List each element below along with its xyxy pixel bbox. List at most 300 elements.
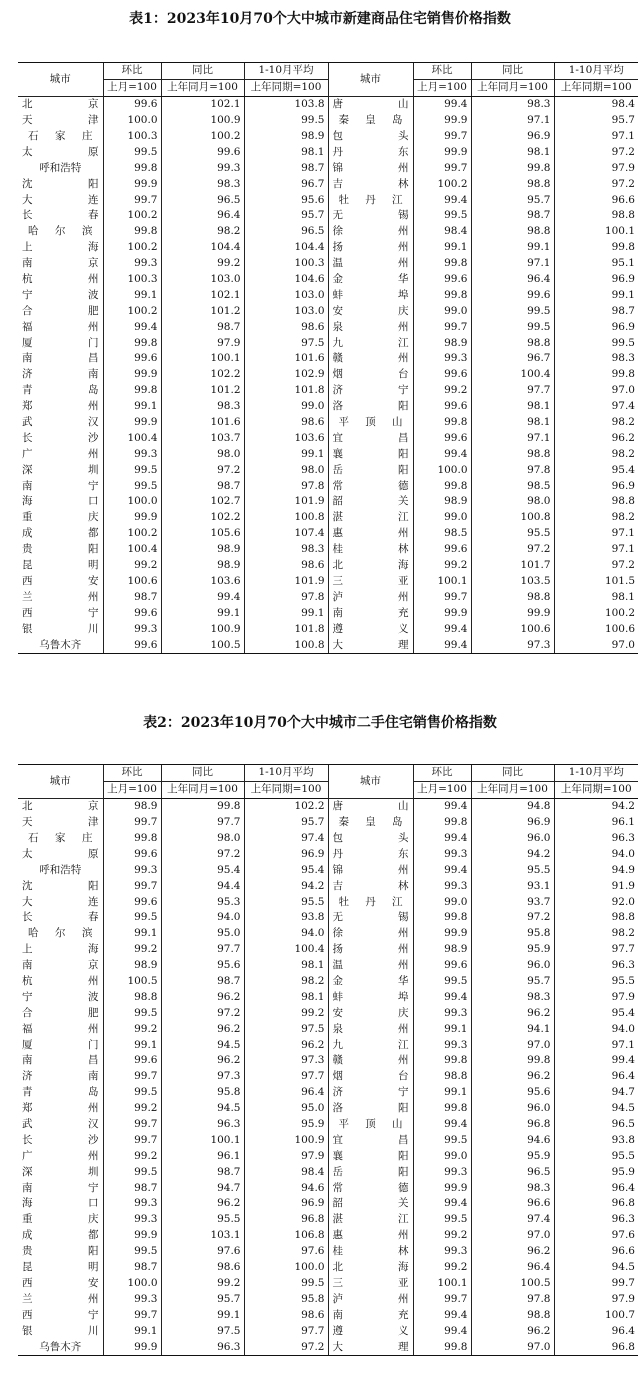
index-value-cell: 94.6: [471, 1132, 554, 1148]
index-value-cell: 98.7: [161, 319, 244, 335]
city-name: 南 京: [22, 257, 99, 270]
city-name: 无 锡: [332, 209, 409, 222]
city-name-cell: [328, 942, 413, 958]
index-value-cell: 94.7: [161, 1180, 244, 1196]
index-value-cell: 99.7: [103, 878, 161, 894]
index-value-cell: 96.4: [554, 1323, 638, 1339]
table-row: [18, 989, 638, 1005]
index-value-cell: 99.9: [471, 605, 554, 621]
index-value-cell: 98.1: [244, 958, 328, 974]
index-value-cell: 94.2: [244, 878, 328, 894]
city-name-cell: [18, 526, 103, 542]
city-name: 平 顶 山: [338, 1118, 403, 1131]
city-name-cell: [18, 303, 103, 319]
index-value-cell: 97.0: [554, 383, 638, 399]
city-name: 南 昌: [22, 1054, 99, 1067]
index-value-cell: 99.8: [413, 1339, 471, 1355]
index-value-cell: 99.8: [103, 160, 161, 176]
city-name: 蚌 埠: [332, 990, 409, 1003]
city-name-cell: [18, 1021, 103, 1037]
city-name: 扬 州: [332, 943, 409, 956]
index-value-cell: 99.1: [413, 240, 471, 256]
index-value-cell: 96.2: [161, 1021, 244, 1037]
index-value-cell: 100.8: [244, 510, 328, 526]
city-name: 郑 州: [22, 400, 99, 413]
table-row: [18, 1148, 638, 1164]
city-name: 烟 台: [332, 1070, 409, 1083]
city-name: 泉 州: [332, 1022, 409, 1035]
index-value-cell: 96.6: [471, 1196, 554, 1212]
table-row: [18, 399, 638, 415]
index-value-cell: 99.8: [103, 383, 161, 399]
city-name: 大 连: [22, 895, 99, 908]
index-value-cell: 97.5: [244, 335, 328, 351]
city-name: 岳 阳: [332, 1165, 409, 1178]
city-name-cell: [18, 846, 103, 862]
table-row: [18, 430, 638, 446]
index-value-cell: 98.8: [413, 1069, 471, 1085]
table-row: [18, 1037, 638, 1053]
index-value-cell: 99.8: [413, 415, 471, 431]
index-value-cell: 100.8: [471, 510, 554, 526]
index-value-cell: 96.4: [244, 1085, 328, 1101]
index-value-cell: 95.7: [554, 113, 638, 129]
city-name-cell: [18, 462, 103, 478]
index-value-cell: 96.0: [471, 958, 554, 974]
city-name: 贵 阳: [22, 543, 99, 556]
index-value-cell: 94.8: [471, 798, 554, 814]
table-row: [18, 942, 638, 958]
index-value-cell: 99.4: [413, 96, 471, 112]
index-value-cell: 103.1: [161, 1228, 244, 1244]
index-value-cell: 99.3: [413, 1005, 471, 1021]
index-value-cell: 99.3: [161, 160, 244, 176]
city-name-cell: [18, 815, 103, 831]
index-value-cell: 98.3: [244, 542, 328, 558]
index-value-cell: 104.4: [244, 240, 328, 256]
table-row: [18, 510, 638, 526]
city-name-cell: [18, 1276, 103, 1292]
index-value-cell: 95.0: [161, 926, 244, 942]
city-name: 呼和浩特: [39, 161, 82, 174]
header-yoy: 同比: [471, 63, 554, 80]
index-value-cell: 96.1: [161, 1148, 244, 1164]
city-name: 宜 昌: [332, 1133, 409, 1146]
index-value-cell: 99.4: [413, 637, 471, 653]
index-value-cell: 98.9: [413, 335, 471, 351]
index-value-cell: 97.0: [471, 1339, 554, 1355]
index-value-cell: 98.6: [244, 558, 328, 574]
city-name-cell: [18, 415, 103, 431]
header-ytd-base: 上年同期=100: [244, 79, 328, 96]
table-row: [18, 462, 638, 478]
index-value-cell: 99.9: [103, 1228, 161, 1244]
city-name-cell: [328, 542, 413, 558]
city-name: 包 头: [332, 832, 409, 844]
table-row: [18, 574, 638, 590]
city-name-cell: [328, 113, 413, 129]
city-name-cell: [328, 129, 413, 145]
index-value-cell: 99.2: [103, 1101, 161, 1117]
index-value-cell: 102.1: [161, 287, 244, 303]
index-value-cell: 101.6: [244, 351, 328, 367]
table-row: [18, 415, 638, 431]
index-value-cell: 96.5: [161, 192, 244, 208]
index-value-cell: 98.5: [413, 526, 471, 542]
index-value-cell: 99.4: [413, 1307, 471, 1323]
city-name-cell: [18, 974, 103, 990]
table-row: [18, 894, 638, 910]
index-value-cell: 96.8: [244, 1212, 328, 1228]
city-name: 常 德: [332, 479, 409, 492]
table-row: [18, 1117, 638, 1133]
table-row: [18, 637, 638, 653]
city-name: 太 原: [22, 847, 99, 860]
index-value-cell: 94.9: [554, 862, 638, 878]
index-value-cell: 99.5: [471, 303, 554, 319]
city-name: 深 圳: [22, 463, 99, 476]
index-value-cell: 99.4: [413, 192, 471, 208]
index-value-cell: 99.8: [103, 335, 161, 351]
index-value-cell: 100.2: [103, 526, 161, 542]
index-value-cell: 100.0: [413, 462, 471, 478]
table-row: [18, 526, 638, 542]
index-value-cell: 98.6: [244, 319, 328, 335]
index-value-cell: 100.4: [244, 942, 328, 958]
index-value-cell: 95.7: [471, 974, 554, 990]
index-value-cell: 100.2: [103, 208, 161, 224]
index-value-cell: 99.1: [103, 399, 161, 415]
city-name: 湛 江: [332, 1213, 409, 1226]
index-value-cell: 94.1: [471, 1021, 554, 1037]
index-value-cell: 100.2: [103, 240, 161, 256]
index-value-cell: 100.4: [103, 542, 161, 558]
index-value-cell: 96.6: [554, 1244, 638, 1260]
city-name-cell: [18, 1244, 103, 1260]
city-name: 丹 东: [332, 145, 409, 158]
city-name-cell: [18, 926, 103, 942]
index-value-cell: 100.6: [103, 574, 161, 590]
index-value-cell: 103.6: [244, 430, 328, 446]
city-name: 丹 东: [332, 847, 409, 860]
index-value-cell: 99.6: [471, 287, 554, 303]
index-value-cell: 99.8: [413, 287, 471, 303]
index-value-cell: 99.3: [103, 862, 161, 878]
index-value-cell: 98.3: [471, 989, 554, 1005]
table-row: [18, 1212, 638, 1228]
index-value-cell: 95.5: [161, 1212, 244, 1228]
index-value-cell: 99.7: [554, 1276, 638, 1292]
index-value-cell: 92.0: [554, 894, 638, 910]
index-value-cell: 97.1: [471, 430, 554, 446]
index-value-cell: 99.4: [413, 862, 471, 878]
index-value-cell: 99.9: [413, 113, 471, 129]
index-value-cell: 99.9: [413, 605, 471, 621]
city-name-cell: [328, 1148, 413, 1164]
index-value-cell: 98.0: [161, 831, 244, 847]
city-name: 海 口: [22, 1197, 99, 1210]
table-row: [18, 144, 638, 160]
city-name: 福 州: [22, 1022, 99, 1035]
index-value-cell: 99.8: [103, 831, 161, 847]
index-value-cell: 99.8: [413, 1101, 471, 1117]
table-row: [18, 129, 638, 145]
city-name: 兰 州: [22, 590, 99, 603]
index-value-cell: 99.2: [413, 383, 471, 399]
table-row: [18, 1101, 638, 1117]
table-row: [18, 1021, 638, 1037]
index-value-cell: 97.7: [244, 1069, 328, 1085]
city-name-cell: [18, 113, 103, 129]
table-row: [18, 113, 638, 129]
city-name-cell: [18, 192, 103, 208]
index-value-cell: 98.4: [244, 1164, 328, 1180]
header-city: 城市: [18, 765, 103, 799]
index-value-cell: 99.9: [413, 1180, 471, 1196]
index-value-cell: 94.5: [161, 1037, 244, 1053]
index-value-cell: 102.9: [244, 367, 328, 383]
city-name: 福 州: [22, 320, 99, 333]
city-name: 长 春: [22, 209, 99, 222]
index-value-cell: 95.6: [161, 958, 244, 974]
index-value-cell: 98.7: [471, 208, 554, 224]
city-name-cell: [18, 1148, 103, 1164]
table-row: [18, 351, 638, 367]
index-value-cell: 95.5: [471, 862, 554, 878]
index-value-cell: 98.6: [244, 415, 328, 431]
index-value-cell: 96.9: [471, 815, 554, 831]
city-name-cell: [18, 224, 103, 240]
header-yoy-base: 上年同月=100: [471, 79, 554, 96]
header-city: 城市: [18, 63, 103, 97]
index-value-cell: 100.1: [413, 1276, 471, 1292]
city-name: 南 昌: [22, 352, 99, 365]
city-name-cell: [18, 272, 103, 288]
city-name: 锦 州: [332, 863, 409, 876]
index-value-cell: 96.7: [244, 176, 328, 192]
index-value-cell: 99.1: [161, 605, 244, 621]
index-value-cell: 100.1: [413, 574, 471, 590]
index-value-cell: 100.6: [554, 621, 638, 637]
city-name: 大 理: [332, 1340, 409, 1353]
index-value-cell: 99.0: [413, 1148, 471, 1164]
index-value-cell: 102.7: [161, 494, 244, 510]
city-name-cell: [18, 430, 103, 446]
city-name: 唐 山: [332, 98, 409, 111]
index-value-cell: 100.1: [161, 1132, 244, 1148]
city-name: 赣 州: [332, 352, 409, 365]
city-name-cell: [328, 224, 413, 240]
index-value-cell: 96.9: [554, 272, 638, 288]
city-name-cell: [328, 494, 413, 510]
city-name: 昆 明: [22, 1261, 99, 1274]
table-row: [18, 319, 638, 335]
index-value-cell: 100.0: [244, 1260, 328, 1276]
index-value-cell: 98.6: [161, 1260, 244, 1276]
city-name-cell: [328, 510, 413, 526]
index-value-cell: 96.9: [244, 846, 328, 862]
city-name: 哈 尔 滨: [28, 927, 93, 940]
index-value-cell: 97.2: [471, 542, 554, 558]
index-value-cell: 98.1: [471, 415, 554, 431]
index-value-cell: 99.5: [471, 319, 554, 335]
index-value-cell: 95.5: [471, 526, 554, 542]
index-value-cell: 99.3: [413, 351, 471, 367]
city-name-cell: [18, 256, 103, 272]
city-name-cell: [328, 637, 413, 653]
city-name: 济 宁: [332, 384, 409, 397]
city-name: 常 德: [332, 1181, 409, 1194]
city-name: 南 充: [332, 606, 409, 619]
index-value-cell: 96.9: [471, 129, 554, 145]
city-name: 西 安: [22, 574, 99, 587]
index-value-cell: 99.3: [103, 1196, 161, 1212]
index-value-cell: 96.4: [471, 1260, 554, 1276]
city-name-cell: [18, 1132, 103, 1148]
index-value-cell: 99.5: [413, 1212, 471, 1228]
index-value-cell: 104.4: [161, 240, 244, 256]
index-value-cell: 97.6: [161, 1244, 244, 1260]
header-mom-base: 上月=100: [103, 79, 161, 96]
city-name-cell: [18, 558, 103, 574]
city-name-cell: [328, 415, 413, 431]
city-name: 牡 丹 江: [338, 193, 403, 206]
table-row: [18, 1323, 638, 1339]
index-value-cell: 95.6: [471, 1085, 554, 1101]
city-name-cell: [328, 1069, 413, 1085]
index-value-cell: 99.1: [103, 1037, 161, 1053]
city-name: 唐 山: [332, 800, 409, 813]
city-name: 桂 林: [332, 1245, 409, 1258]
city-name: 遵 义: [332, 622, 409, 635]
city-name: 无 锡: [332, 911, 409, 924]
index-value-cell: 98.9: [413, 942, 471, 958]
city-name-cell: [18, 878, 103, 894]
index-value-cell: 96.3: [554, 831, 638, 847]
index-value-cell: 95.8: [161, 1085, 244, 1101]
index-value-cell: 99.2: [103, 942, 161, 958]
index-value-cell: 97.2: [554, 176, 638, 192]
index-value-cell: 96.9: [554, 319, 638, 335]
index-value-cell: 98.7: [161, 974, 244, 990]
index-value-cell: 97.7: [161, 815, 244, 831]
index-value-cell: 94.0: [161, 910, 244, 926]
table-row: [18, 1053, 638, 1069]
index-value-cell: 105.6: [161, 526, 244, 542]
index-value-cell: 103.6: [161, 574, 244, 590]
index-value-cell: 98.1: [244, 989, 328, 1005]
table-row: [18, 1307, 638, 1323]
city-name-cell: [328, 1117, 413, 1133]
city-name: 吉 林: [332, 879, 409, 892]
index-value-cell: 101.6: [161, 415, 244, 431]
header-mom: 环比: [413, 765, 471, 782]
index-value-cell: 99.1: [413, 1021, 471, 1037]
index-value-cell: 97.6: [244, 1244, 328, 1260]
index-value-cell: 94.0: [554, 846, 638, 862]
city-name: 徐 州: [332, 927, 409, 940]
city-name: 安 庆: [332, 304, 409, 317]
city-name-cell: [328, 1085, 413, 1101]
table1: [18, 62, 638, 654]
index-value-cell: 99.7: [103, 1132, 161, 1148]
city-name-cell: [328, 1164, 413, 1180]
city-name: 贵 阳: [22, 1245, 99, 1258]
table-row: [18, 621, 638, 637]
index-value-cell: 98.1: [471, 399, 554, 415]
index-value-cell: 99.6: [103, 96, 161, 112]
index-value-cell: 99.9: [103, 510, 161, 526]
city-name-cell: [18, 894, 103, 910]
city-name-cell: [18, 96, 103, 112]
index-value-cell: 99.5: [413, 974, 471, 990]
city-name-cell: [18, 1212, 103, 1228]
index-value-cell: 102.2: [161, 510, 244, 526]
city-name-cell: [328, 1005, 413, 1021]
index-value-cell: 97.2: [161, 1005, 244, 1021]
city-name: 徐 州: [332, 225, 409, 238]
city-name-cell: [328, 1307, 413, 1323]
index-value-cell: 96.2: [554, 430, 638, 446]
index-value-cell: 97.8: [471, 462, 554, 478]
header-yoy: 同比: [161, 765, 244, 782]
city-name: 大 理: [332, 638, 409, 651]
city-name-cell: [328, 1196, 413, 1212]
city-name-cell: [328, 478, 413, 494]
index-value-cell: 99.9: [103, 415, 161, 431]
city-name-cell: [328, 974, 413, 990]
index-value-cell: 97.8: [244, 478, 328, 494]
header-ytd: 1-10月平均: [244, 63, 328, 80]
index-value-cell: 99.5: [413, 1132, 471, 1148]
index-value-cell: 96.2: [471, 1323, 554, 1339]
index-value-cell: 103.7: [161, 430, 244, 446]
table-row: [18, 605, 638, 621]
index-value-cell: 91.9: [554, 878, 638, 894]
city-name: 重 庆: [22, 1213, 99, 1226]
index-value-cell: 102.2: [244, 798, 328, 814]
index-value-cell: 99.3: [103, 1291, 161, 1307]
city-name: 青 岛: [22, 1086, 99, 1099]
index-value-cell: 99.1: [413, 1085, 471, 1101]
city-name: 惠 州: [332, 1229, 409, 1242]
index-value-cell: 98.8: [554, 494, 638, 510]
index-value-cell: 98.7: [103, 1260, 161, 1276]
index-value-cell: 99.4: [554, 1053, 638, 1069]
index-value-cell: 97.1: [554, 1037, 638, 1053]
index-value-cell: 98.8: [103, 989, 161, 1005]
index-value-cell: 97.3: [161, 1069, 244, 1085]
city-name: 襄 阳: [332, 447, 409, 460]
index-value-cell: 99.2: [103, 1021, 161, 1037]
city-name: 大 连: [22, 193, 99, 206]
index-value-cell: 94.5: [554, 1260, 638, 1276]
city-name: 成 都: [22, 527, 99, 540]
index-value-cell: 99.4: [413, 798, 471, 814]
city-name: 泸 州: [332, 1292, 409, 1305]
index-value-cell: 94.5: [554, 1101, 638, 1117]
table-row: [18, 367, 638, 383]
table-row: [18, 798, 638, 814]
city-name-cell: [18, 446, 103, 462]
index-value-cell: 100.5: [161, 637, 244, 653]
index-value-cell: 98.2: [554, 510, 638, 526]
index-value-cell: 99.1: [103, 287, 161, 303]
city-name-cell: [328, 1101, 413, 1117]
city-name: 温 州: [332, 257, 409, 270]
city-name: 呼和浩特: [39, 863, 82, 876]
index-value-cell: 96.5: [471, 1164, 554, 1180]
